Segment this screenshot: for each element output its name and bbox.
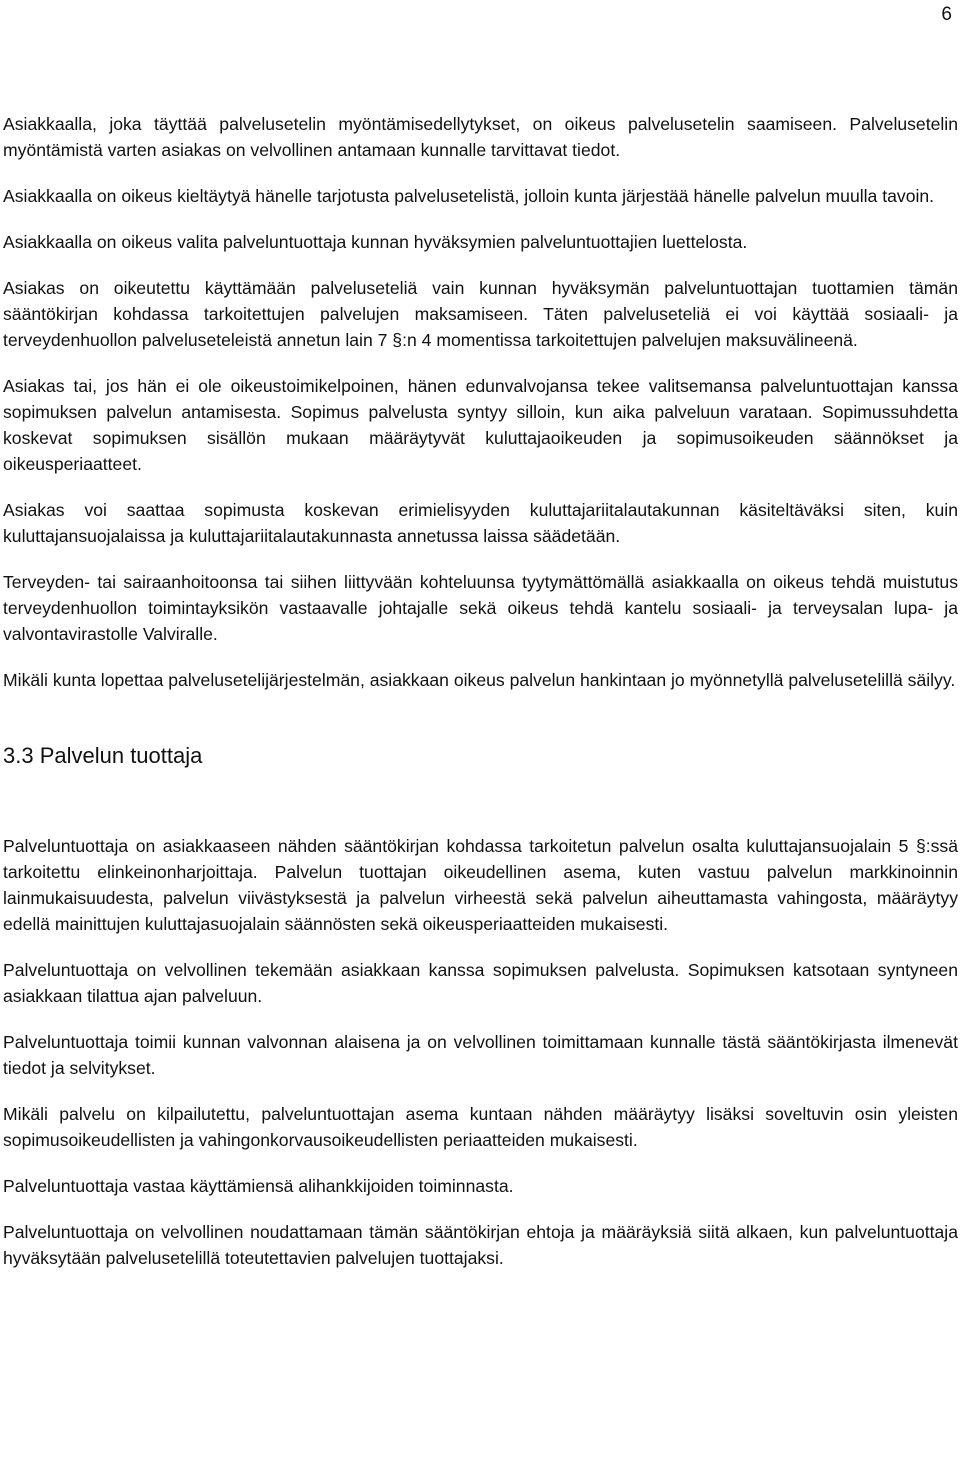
paragraph: Asiakas voi saattaa sopimusta koskevan erimielisyyden kuluttajariitalautakunnan käsiteltäväksi siten, kuin kuluttajansuojalaissa ja kuluttajariitalautakunnasta annetussa laissa säädetään. (3, 500, 958, 546)
paragraph: Asiakas tai, jos hän ei ole oikeustoimikelpoinen, hänen edunvalvojansa tekee valitsemansa palveluntuottajan kanssa sopimuksen palvelun antamisesta. Sopimus palvelusta syntyy silloin, kun aika palveluun varataan. Sopimussuhdetta koskevat sopimuksen sisällön mukaan määräytyvät kuluttajaoikeuden ja sopimusoikeuden säännökset ja oikeusperiaatteet. (3, 376, 958, 474)
page-number: 6 (941, 4, 952, 25)
paragraph: Palveluntuottaja toimii kunnan valvonnan alaisena ja on velvollinen toimittamaan kunnalle tästä sääntökirjasta ilmenevät tiedot ja selvitykset. (3, 1032, 958, 1078)
document-body (3, 111, 958, 1291)
paragraph: Mikäli kunta lopettaa palvelusetelijärjestelmän, asiakkaan oikeus palvelun hankintaan jo myönnetyllä palvelusetelillä säilyy. (3, 670, 956, 690)
paragraph: Asiakkaalla on oikeus valita palveluntuottaja kunnan hyväksymien palveluntuottajien luettelosta. (3, 232, 748, 252)
paragraph: Palveluntuottaja on velvollinen tekemään asiakkaan kanssa sopimuksen palvelusta. Sopimuksen katsotaan syntyneen asiakkaan tilattua ajan palveluun. (3, 960, 958, 1006)
paragraph: Palveluntuottaja vastaa käyttämiensä alihankkijoiden toiminnasta. (3, 1176, 514, 1196)
section-heading: 3.3 Palvelun tuottaja (3, 743, 203, 768)
paragraph: Palveluntuottaja on asiakkaaseen nähden sääntökirjan kohdassa tarkoitetun palvelun osalta kuluttajansuojalain 5 §:ssä tarkoitettu elinkeinonharjoittaja. Palvelun tuottajan oikeudellinen asema, kuten vastuu palvelun markkinoinnin lainmukaisuudesta, palvelun viivästyksestä ja palvelun virheestä sekä palvelun aiheuttamasta vahingosta, määräytyy edellä mainittujen kuluttajasuojalain säännösten sekä oikeusperiaatteiden mukaisesti. (3, 836, 958, 934)
paragraph: Asiakkaalla on oikeus kieltäytyä hänelle tarjotusta palvelusetelistä, jolloin kunta järjestää hänelle palvelun muulla tavoin. (3, 186, 935, 206)
paragraph: Palveluntuottaja on velvollinen noudattamaan tämän sääntökirjan ehtoja ja määräyksiä siitä alkaen, kun palveluntuottaja hyväksytään palvelusetelillä toteutettavien palvelujen tuottajaksi. (3, 1222, 958, 1268)
paragraph: Asiakas on oikeutettu käyttämään palveluseteliä vain kunnan hyväksymän palveluntuottajan tuottamien tämän sääntökirjan kohdassa tarkoitettujen palvelujen maksamiseen. Täten palveluseteliä ei voi käyttää sosiaali- ja terveydenhuollon palveluseteleistä annetun lain 7 §:n 4 momentissa tarkoitettujen palvelujen maksuvälineenä. (3, 278, 958, 350)
paragraph: Mikäli palvelu on kilpailutettu, palveluntuottajan asema kuntaan nähden määräytyy lisäksi soveltuvin osin yleisten sopimusoikeudellisten ja vahingonkorvausoikeudellisten periaatteiden mukaisesti. (3, 1104, 958, 1150)
paragraph: Asiakkaalla, joka täyttää palvelusetelin myöntämisedellytykset, on oikeus palvelusetelin saamiseen. Palvelusetelin myöntämistä varten asiakas on velvollinen antamaan kunnalle tarvittavat tiedot. (3, 114, 958, 160)
paragraph: Terveyden- tai sairaanhoitoonsa tai siihen liittyvään kohteluunsa tyytymättömällä asiakkaalla on oikeus tehdä muistutus terveydenhuollon toimintayksikön vastaavalle johtajalle sekä oikeus tehdä kantelu sosiaali- ja terveysalan lupa- ja valvontavirastolle Valviralle. (3, 572, 958, 644)
